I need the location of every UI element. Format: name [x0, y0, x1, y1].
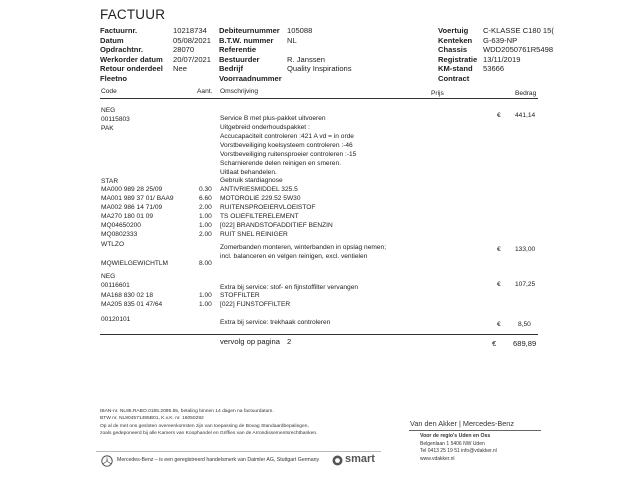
label-voorraadnummer: Voorraadnummer [219, 73, 282, 83]
part-qty: 6.60 [199, 195, 212, 202]
label-opdrachtnr: Opdrachtnr. [100, 45, 144, 55]
part-code: MQ04650200 [101, 222, 141, 229]
section-neg1-code: 00115803 [101, 116, 130, 123]
part-code: MA205 835 01 47/64 [101, 301, 163, 308]
header-labels-1 [100, 26, 163, 84]
section-neg1-label: NEG [101, 107, 116, 114]
footer-line: Op al de met ons gesloten overeenkomsten zijn van toepassing de Bovag Standaardbepalingen, [100, 423, 309, 429]
wtlzo-currency: € [497, 246, 501, 253]
label-werkorder-datum: Werkorder datum [100, 54, 163, 64]
part-desc: RUIT SNEL REINIGER [220, 231, 288, 238]
star-quantities [199, 185, 212, 239]
value-btw-nummer: NL [287, 35, 297, 45]
wtlzo-amount: 133,00 [515, 246, 536, 253]
neg1-currency: € [497, 112, 501, 119]
smart-wordmark: smart [345, 453, 375, 465]
value-debiteurnummer: 105088 [287, 26, 313, 35]
label-chassis: Chassis [438, 45, 468, 55]
label-registratie: Registratie [438, 54, 478, 64]
continued-label: vervolg op pagina [220, 337, 280, 346]
value-werkorder-datum: 20/07/2021 [173, 54, 212, 64]
total-currency: € [492, 339, 497, 348]
label-retour-onderdeel: Retour onderdeel [100, 64, 163, 74]
description-line: Scharnierende delen reinigen en smeren. [220, 160, 341, 167]
footer-terms [100, 408, 317, 438]
description-line: Uitgebreid onderhoudspakket : [220, 124, 310, 131]
dealer-subtitle: Voor de regio's Uden en Oss [420, 433, 491, 439]
header-values-1 [173, 26, 211, 84]
footer-line: zoals gedeponeerd bij alle Kamers van Koophandel en Griffies van de Arrondissementsrechtbanken. [100, 431, 318, 437]
column-code: Code [101, 88, 117, 95]
value-registratie: 13/11/2019 [483, 54, 521, 64]
part-code: MA270 180 01 09 [101, 213, 154, 220]
footer-line: IBAN-nr. NL85.RABO.0155.2095.55, betaling binnen 14 dagen na factuurdatum. [100, 409, 274, 414]
header-labels-2 [219, 26, 282, 84]
part-desc: [022] BRANDSTOFADDITIEF BENZIN [220, 222, 333, 229]
section-wtlzo-description [220, 243, 386, 261]
neg2-codes [101, 291, 162, 309]
section-neg2-label: NEG [101, 273, 116, 280]
part-qty: 1.00 [199, 222, 212, 229]
value-datum: 05/08/2021 [173, 35, 212, 45]
value-bedrijf: Quality Inspirations [287, 64, 352, 74]
description-line: Uitlaat behandelen. [220, 169, 277, 176]
wtlzo-item-qty: 8.00 [199, 260, 212, 267]
description-line: Service B met plus-pakket uitvoeren [220, 115, 326, 122]
label-voertuig: Voertuig [438, 26, 469, 35]
part-qty: 1.00 [199, 301, 212, 308]
value-voorraadnummer [287, 74, 352, 84]
description-line: Accucapaciteit controleren :421 A vd = in orde [220, 133, 354, 140]
section-star-note: Gebruik stardiagnose [220, 177, 283, 184]
dealer-line: Tel 0413 25 19 51 info@vdakker.nl [420, 448, 497, 455]
invoice-title: FACTUUR [100, 7, 166, 22]
label-datum: Datum [100, 35, 124, 45]
header-values-2 [287, 26, 352, 84]
label-contract: Contract [438, 73, 470, 83]
star-descriptions [220, 185, 333, 239]
total-divider [100, 334, 538, 335]
extra-currency: € [497, 321, 501, 328]
total-amount: 689,89 [513, 339, 537, 348]
brand-divider [96, 451, 381, 452]
description-line: incl. balanceren en velgen reinigen, excl. ventielen [220, 253, 368, 260]
value-opdrachtnr: 28070 [173, 45, 195, 55]
label-bedrijf: Bedrijf [219, 64, 244, 74]
part-desc: [022] FIJNSTOFFILTER [220, 301, 291, 308]
neg2-amount: 107,25 [515, 281, 536, 288]
value-fleetno [173, 74, 211, 84]
label-btw-nummer: B.T.W. nummer [219, 35, 274, 45]
dealer-divider [409, 430, 541, 431]
part-desc: TS OLIEFILTERELEMENT [220, 213, 299, 220]
footer-line: BTW nr. NL804571495B01, K.v.K. nr. 16050292 [100, 416, 204, 422]
label-referentie: Referentie [219, 45, 257, 55]
dealer-line: Belgenlaan 1 5406 NW Uden [420, 441, 485, 447]
smart-logo-icon [332, 455, 343, 466]
wtlzo-item-code: MQWIELGEWICHTLM [101, 260, 169, 267]
mercedes-star-icon [101, 455, 113, 467]
neg2-quantities [199, 291, 212, 309]
part-qty: 2.00 [199, 204, 212, 211]
section-star-label: STAR [101, 178, 119, 185]
value-retour-onderdeel: Nee [173, 64, 187, 74]
section-neg2-description: Extra bij service: stof- en fijnstoffilter vervangen [220, 284, 359, 291]
value-km-stand: 53666 [483, 64, 505, 74]
part-code: MQ0802333 [101, 231, 138, 238]
part-qty: 0.30 [199, 186, 212, 193]
value-bestuurder: R. Janssen [287, 54, 325, 64]
value-factuurnr: 10218734 [173, 26, 207, 35]
header-values-3 [483, 26, 563, 84]
label-fleetno: Fleetno [100, 73, 128, 83]
part-desc: STOFFILTER [220, 292, 260, 299]
value-chassis: WDD2050761R5498 [483, 45, 554, 55]
dealer-line: www.vdakker.nl [420, 455, 455, 462]
part-code: MA168 830 02 18 [101, 292, 154, 299]
column-omschrijving: Omschrijving [220, 88, 259, 95]
description-line: Zomerbanden monteren, winterbanden in opslag nemen; [220, 244, 387, 251]
part-qty: 1.00 [199, 213, 212, 220]
value-kenteken: G-639-NP [483, 35, 518, 45]
label-kenteken: Kenteken [438, 35, 473, 45]
part-desc: RUITENSPROEIERVLOEISTOF [220, 204, 316, 211]
part-qty: 2.00 [199, 231, 212, 238]
label-bestuurder: Bestuurder [219, 54, 260, 64]
description-line: Vorstbeveiliging koelsysteem controleren :-46 [220, 142, 353, 149]
neg2-currency: € [497, 281, 501, 288]
extra-amount: 8,50 [518, 321, 531, 328]
part-code: MA001 989 37 01/ BAA9 [101, 195, 174, 202]
dealer-contact [420, 441, 497, 463]
neg1-amount: 441,14 [515, 112, 536, 119]
header-labels-3 [438, 26, 477, 84]
column-bedrag: Bedrag [515, 90, 537, 97]
part-code: MA002 986 14 71/09 [101, 204, 163, 211]
section-neg2-code: 00116601 [101, 282, 130, 289]
value-referentie [287, 45, 352, 55]
section-neg1-description [220, 114, 356, 177]
label-km-stand: KM-stand [438, 64, 473, 74]
section-extra-description: Extra bij service: trekhaak controleren [220, 319, 331, 326]
section-wtlzo-label: WTLZO [101, 241, 125, 248]
part-desc: MOTOROLIE 229.52 5W30 [220, 195, 301, 202]
header-divider [100, 98, 538, 99]
section-neg1-pak: PAK [101, 125, 114, 132]
star-codes [101, 185, 174, 239]
column-aant: Aant. [197, 88, 213, 95]
value-voertuig: C-KLASSE C180 15( [483, 26, 554, 35]
description-line: Vorstbeveiliging ruitensproeier controleren :-15 [220, 151, 357, 158]
part-code: MA000 989 28 25/09 [101, 186, 163, 193]
column-prijs: Prijs [431, 90, 444, 97]
neg2-descriptions [220, 291, 290, 309]
brand-line: Mercedes-Benz – is een geregistreerd handelsmerk van Daimler AG, Stuttgart Germany [117, 457, 320, 463]
section-extra-code: 00120101 [101, 316, 131, 323]
part-qty: 1.00 [199, 292, 212, 299]
continued-page: 2 [287, 337, 292, 346]
dealer-name: Van den Akker | Mercedes-Benz [410, 419, 514, 428]
part-desc: ANTIVRIESMIDDEL 325.5 [220, 186, 298, 193]
label-factuurnr: Factuurnr. [100, 26, 138, 35]
value-contract [483, 74, 563, 84]
label-debiteurnummer: Debiteurnummer [219, 26, 280, 35]
